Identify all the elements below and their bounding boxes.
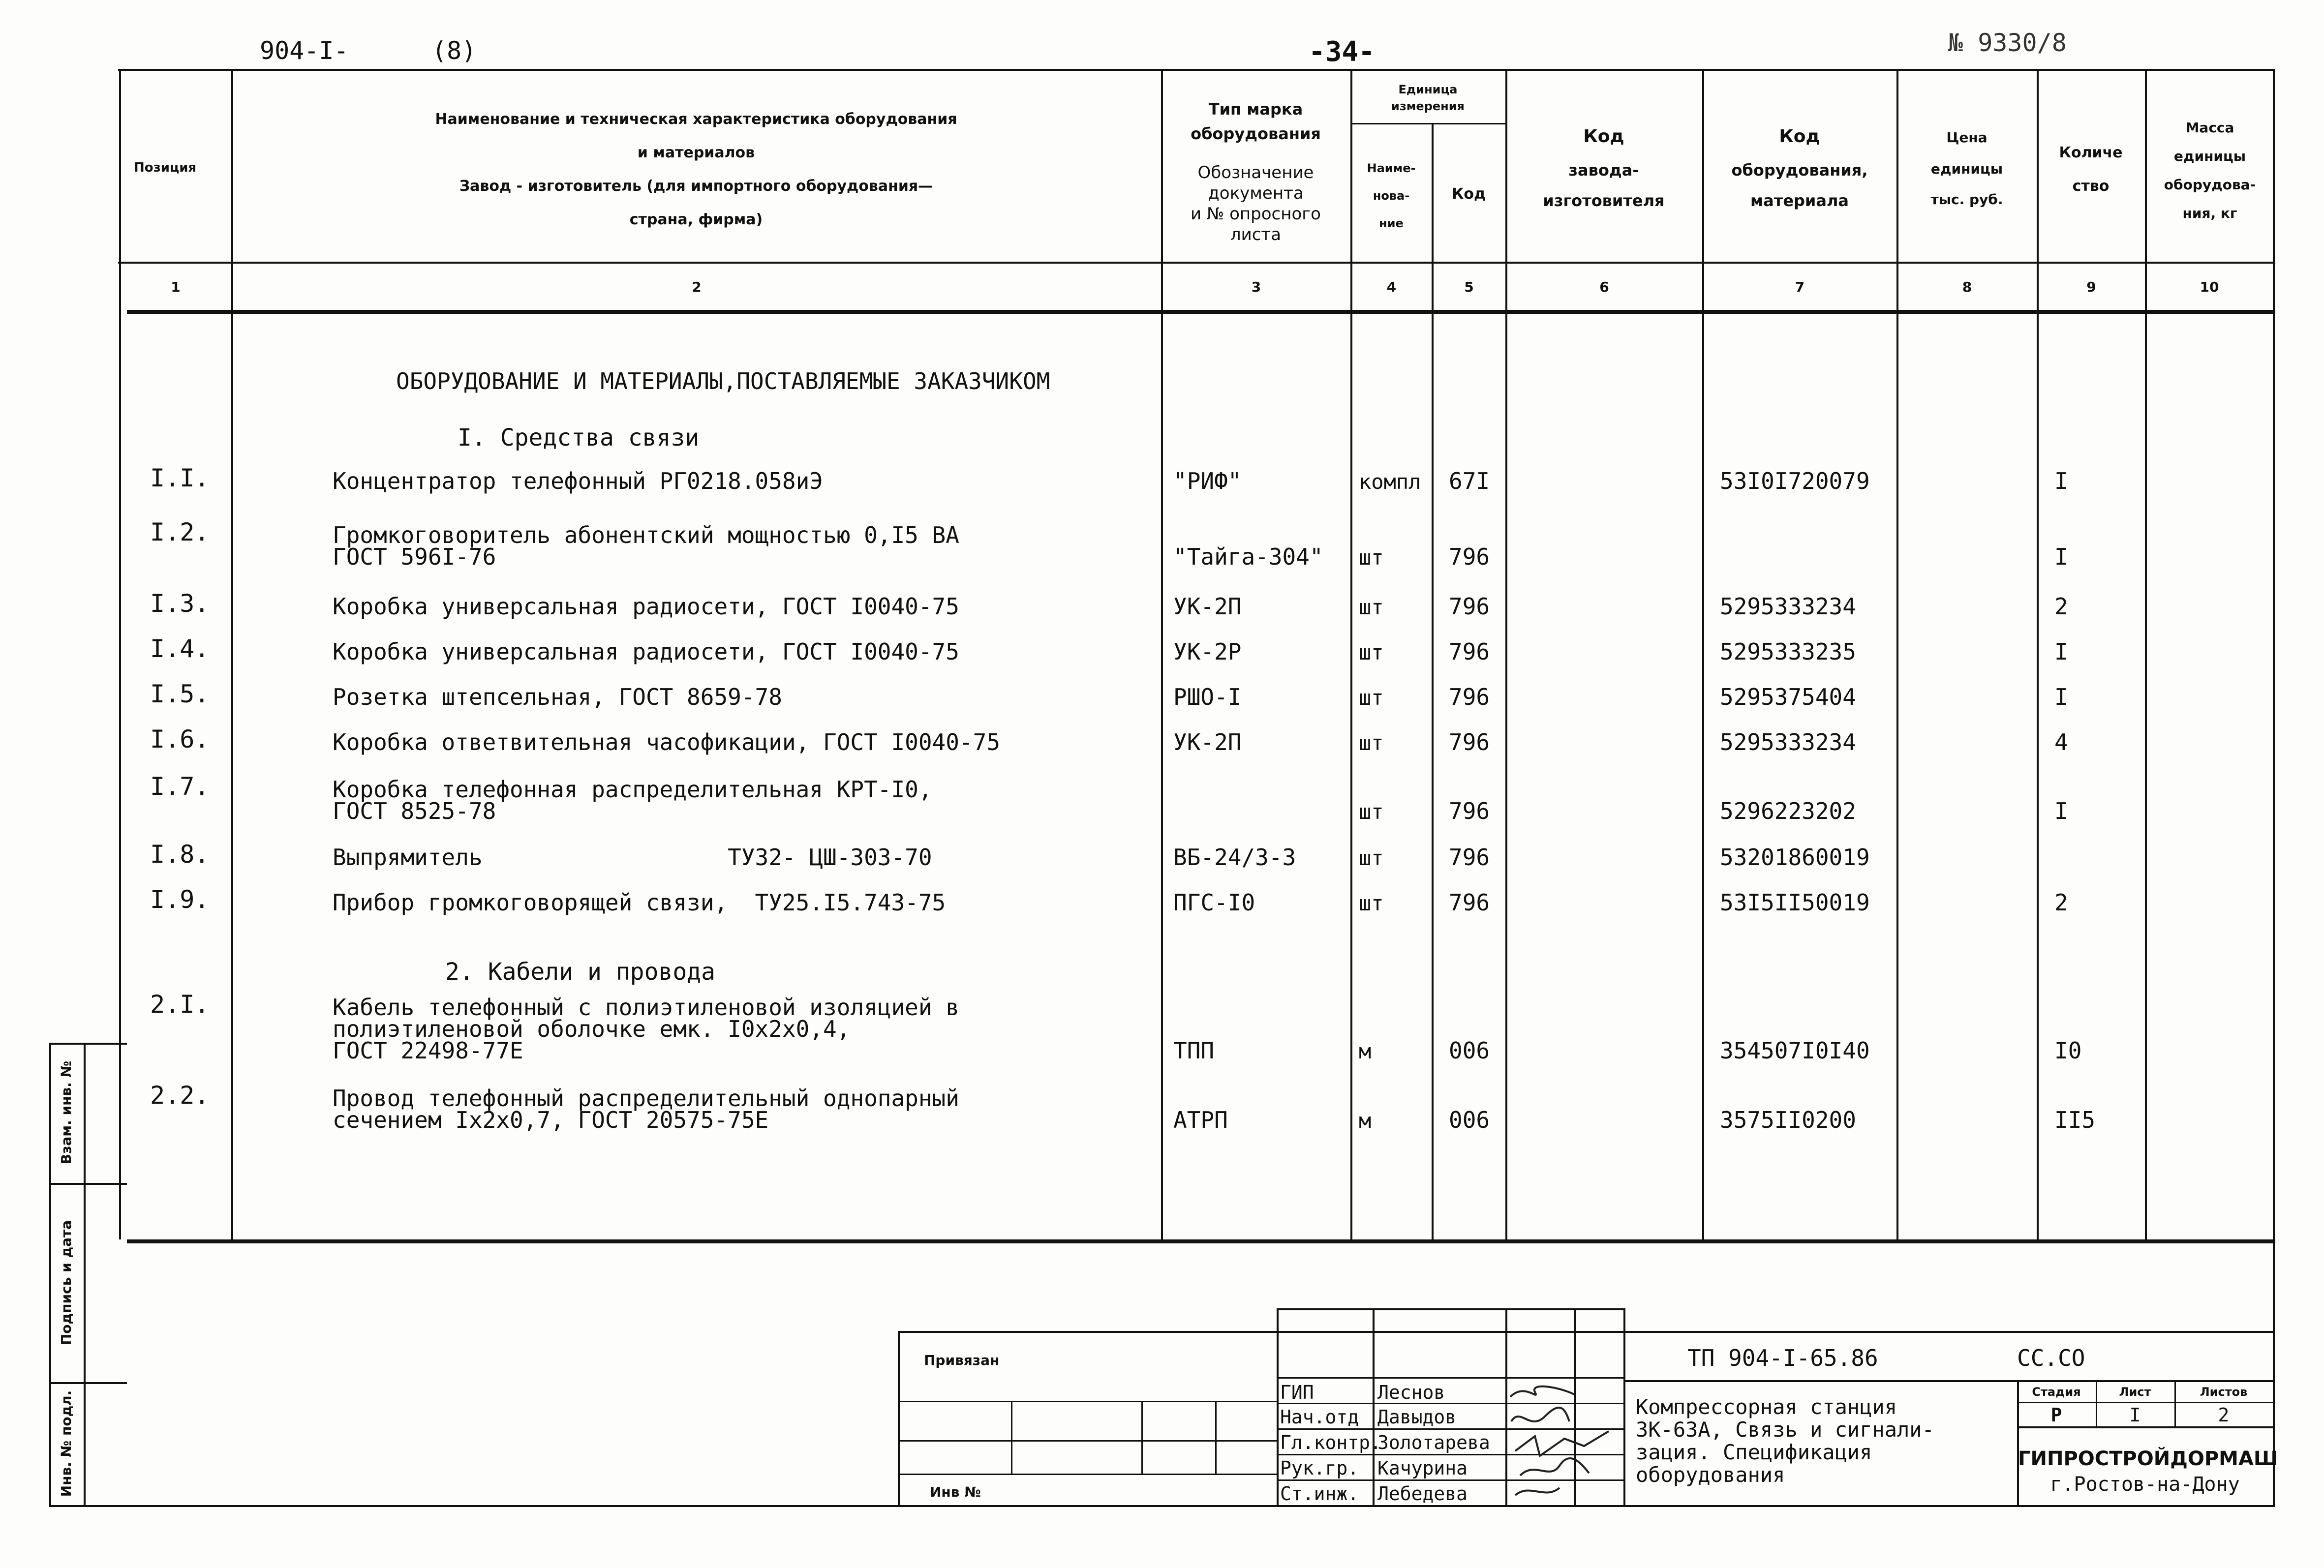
sheets-value: 2	[2218, 1404, 2230, 1426]
row-name: Кабель телефонный с полиэтиленовой изоляцией в	[333, 994, 959, 1021]
frame-right	[2273, 69, 2275, 1505]
row-unit: шт	[1359, 846, 1384, 870]
row-unit-code: 006	[1449, 1107, 1490, 1133]
row-position: I.8.	[150, 840, 210, 869]
stamp-line-2	[49, 1183, 127, 1185]
row-position: I.6.	[150, 725, 210, 754]
row-name: ГОСТ 596I-76	[333, 543, 496, 570]
staff-role: ГИП	[1280, 1382, 1314, 1403]
header-bottom	[127, 310, 2275, 314]
doc-code: ТП 904-I-65.86	[1687, 1345, 1878, 1371]
row-name: сечением Iх2х0,7, ГОСТ 20575-75Е	[333, 1107, 769, 1133]
staff-name: Лебедева	[1377, 1483, 1468, 1505]
col-price-header-2: единицы	[1930, 161, 2003, 177]
staff-role: Гл.контр.	[1280, 1432, 1381, 1453]
row-type: РШО-I	[1173, 684, 1242, 710]
table-bottom	[127, 1239, 2275, 1243]
col-doc-header-3: и № опросного	[1191, 204, 1321, 224]
row-position: I.3.	[150, 589, 210, 618]
row-position: I.I.	[150, 464, 210, 492]
col-mass-header-1: Масса	[2185, 120, 2234, 136]
col-number-5: 5	[1464, 279, 1474, 295]
row-unit-code: 796	[1449, 684, 1490, 710]
unit-group-header-2: измерения	[1391, 99, 1465, 113]
row-equipment-code: 5296223202	[1720, 798, 1856, 824]
sheets-label: Листов	[2200, 1385, 2248, 1399]
row-type: УК-2П	[1173, 593, 1242, 620]
col-doc-header-4: листа	[1230, 225, 1282, 244]
row-position: I.7.	[150, 772, 210, 801]
row-equipment-code: 5295333235	[1720, 638, 1856, 665]
col-price-header-3: тыс. руб.	[1930, 191, 2003, 208]
col-number-1: 1	[171, 279, 181, 295]
row-quantity: 2	[2054, 593, 2068, 620]
row-quantity: I	[2054, 468, 2068, 494]
staff-role: Нач.отд	[1280, 1406, 1359, 1428]
staff-name: Леснов	[1377, 1382, 1445, 1403]
row-type: УК-2Р	[1173, 638, 1242, 665]
row-type: АТРП	[1173, 1107, 1228, 1133]
col-number-7: 7	[1795, 279, 1805, 295]
row-unit: шт	[1359, 686, 1384, 710]
col-type-header-1: Тип марка	[1208, 100, 1303, 119]
row-type: ПГС-I0	[1173, 889, 1255, 916]
priv-line-1	[898, 1401, 1277, 1402]
row-unit: шт	[1359, 731, 1384, 755]
row-unit: шт	[1359, 595, 1384, 619]
description-line-1: Компрессорная станция	[1636, 1395, 1897, 1419]
row-name: Громкоговоритель абонентский мощностью 0,I5 ВА	[333, 522, 959, 548]
row-equipment-code: 5295333234	[1720, 593, 1856, 620]
col-number-3: 3	[1251, 279, 1261, 295]
row-position: I.9.	[150, 885, 210, 914]
staff-role: Ст.инж.	[1280, 1483, 1359, 1505]
stamp-right-line	[84, 1043, 86, 1505]
row-position: 2.I.	[150, 990, 210, 1019]
col-number-8: 8	[1962, 279, 1972, 295]
row-name: ГОСТ 22498-77Е	[333, 1037, 523, 1064]
row-unit: м	[1359, 1109, 1372, 1133]
row-name: Провод телефонный распределительный однопарный	[333, 1085, 959, 1112]
row-unit-code: 67I	[1449, 468, 1490, 494]
row-equipment-code: 53201860019	[1720, 844, 1870, 871]
col-position-header: Позиция	[134, 160, 197, 175]
row-position: I.4.	[150, 634, 210, 663]
row-unit-code: 796	[1449, 798, 1490, 824]
row-unit-code: 006	[1449, 1037, 1490, 1064]
col-sep-6	[1702, 69, 1704, 1242]
row-unit-code: 796	[1449, 844, 1490, 871]
col-number-2: 2	[692, 279, 702, 295]
row-unit-code: 796	[1449, 593, 1490, 620]
col-unit-code-header: Код	[1451, 185, 1486, 203]
row-name: Концентратор телефонный РГ0218.058иЭ	[333, 468, 823, 494]
row-type: УК-2П	[1173, 729, 1242, 755]
row-quantity: I	[2054, 684, 2068, 710]
col-qty-header-2: ство	[2072, 178, 2110, 195]
col-unit-name-header-1: Наиме-	[1367, 161, 1416, 175]
col-maker-code-header-2: завода-	[1568, 161, 1639, 180]
row-name: Коробка телефонная распределительная КРТ-I0,	[333, 776, 932, 803]
row-name: Коробка универсальная радиосети, ГОСТ I0040-75	[333, 638, 959, 665]
row-name: Розетка штепсельная, ГОСТ 8659-78	[333, 684, 782, 710]
col-qty-header-1: Количе	[2059, 144, 2123, 161]
row-position: 2.2.	[150, 1081, 210, 1110]
inv-no-label: Инв №	[930, 1484, 981, 1500]
row-quantity: 4	[2054, 729, 2068, 755]
stamp-signature-date: Подпись и дата	[58, 1220, 74, 1346]
row-equipment-code: 354507I0I40	[1720, 1037, 1870, 1064]
privyazan-label: Привязан	[924, 1352, 1000, 1368]
sheet-value: I	[2129, 1404, 2141, 1426]
row-equipment-code: 3575II0200	[1720, 1107, 1856, 1133]
row-unit-code: 796	[1449, 638, 1490, 665]
row-type: "Тайга-304"	[1173, 543, 1323, 570]
staff-name: Давыдов	[1377, 1406, 1457, 1428]
signatures-image	[1505, 1377, 1623, 1503]
section-title-1: I. Средства связи	[458, 424, 700, 452]
tb-left	[898, 1331, 900, 1505]
sheet-label: Лист	[2119, 1385, 2151, 1399]
row-equipment-code: 53I0I720079	[1720, 468, 1870, 494]
stamp-vzam-inv: Взам. инв. №	[58, 1060, 74, 1165]
staff-name: Золотарева	[1377, 1432, 1490, 1453]
description-line-2: 3К-63А, Связь и сигнали-	[1636, 1417, 1934, 1442]
row-quantity: II5	[2054, 1107, 2096, 1133]
tb-date-sep	[1623, 1308, 1625, 1505]
description-line-4: оборудования	[1636, 1463, 1785, 1487]
row-unit: м	[1359, 1039, 1372, 1063]
col-unit-name-header-2: нова-	[1373, 189, 1410, 203]
row-type: ВБ-24/3-3	[1173, 844, 1296, 871]
row-name: Коробка универсальная радиосети, ГОСТ I0040-75	[333, 593, 959, 620]
unit-group-divider	[1350, 123, 1505, 124]
row-unit: шт	[1359, 545, 1384, 570]
doc-mark: СС.СО	[2017, 1345, 2085, 1371]
row-name: ГОСТ 8525-78	[333, 798, 496, 824]
tb-roles-left	[1277, 1308, 1279, 1505]
stamp-line-3	[49, 1382, 127, 1384]
row-name: Выпрямитель ТУ32- ЦШ-303-70	[333, 844, 932, 871]
row-unit: шт	[1359, 891, 1384, 915]
description-line-3: зация. Спецификация	[1636, 1440, 1872, 1464]
header-divider	[118, 262, 2275, 264]
row-name: полиэтиленовой оболочке емк. I0х2х0,4,	[333, 1016, 851, 1042]
unit-group-header-1: Единица	[1398, 83, 1458, 96]
col-price-header-1: Цена	[1946, 129, 1988, 146]
stage-label: Стадия	[2032, 1385, 2081, 1399]
staff-role: Рук.гр.	[1280, 1457, 1359, 1479]
row-type: ТПП	[1173, 1037, 1215, 1064]
priv-line-2	[898, 1440, 1277, 1442]
row-quantity: 2	[2054, 889, 2068, 916]
frame-top	[118, 69, 2275, 71]
tb-stage-header-line	[2017, 1402, 2273, 1403]
col-sep-5	[1505, 69, 1507, 1242]
col-number-9: 9	[2086, 279, 2096, 295]
row-position: I.5.	[150, 680, 210, 708]
frame-left	[119, 69, 121, 1239]
col-doc-header-1: Обозначение	[1197, 163, 1314, 182]
row-quantity: I0	[2054, 1037, 2082, 1064]
series-number: 904-I-	[260, 36, 349, 65]
priv-vline-1	[1011, 1401, 1012, 1474]
col-number-4: 4	[1386, 279, 1397, 295]
col-sep-1	[231, 69, 233, 1242]
stamp-inv-podl: Инв. № подл.	[58, 1390, 74, 1497]
row-position: I.2.	[150, 518, 210, 546]
col-number-6: 6	[1599, 279, 1609, 295]
col-name-header-1: Наименование и техническая характеристика оборудования	[435, 111, 957, 128]
col-type-header-2: оборудования	[1191, 124, 1321, 143]
page-number: -34-	[1309, 36, 1375, 68]
col-name-header-4: страна, фирма)	[629, 211, 763, 228]
organization: ГИПРОСТРОЙДОРМАШ	[2018, 1447, 2278, 1470]
col-unit-name-header-3: ние	[1379, 216, 1404, 230]
row-equipment-code: 5295375404	[1720, 684, 1856, 710]
tb-roles-sep	[1373, 1308, 1375, 1505]
row-unit: компл	[1359, 470, 1421, 494]
row-unit: шт	[1359, 800, 1384, 824]
stamp-line-4	[49, 1505, 127, 1507]
part-number: (8)	[432, 36, 477, 65]
stage-value: Р	[2050, 1404, 2062, 1426]
col-name-header-3: Завод - изготовитель (для импортного оборудования—	[459, 178, 933, 195]
row-quantity: I	[2054, 638, 2068, 665]
row-unit-code: 796	[1449, 889, 1490, 916]
frame-bottom	[127, 1505, 2275, 1507]
stamp-left-line	[49, 1043, 51, 1505]
city: г.Ростов-на-Дону	[2050, 1473, 2240, 1496]
row-type: "РИФ"	[1173, 468, 1242, 494]
priv-line-3	[898, 1474, 1277, 1475]
priv-vline-2	[1141, 1401, 1143, 1474]
row-equipment-code: 5295333234	[1720, 729, 1856, 755]
row-name: Коробка ответвительная часофикации, ГОСТ I0040-75	[333, 729, 1001, 755]
col-sep-7	[1896, 69, 1898, 1242]
priv-vline-3	[1215, 1401, 1217, 1474]
col-sep-9	[2145, 69, 2147, 1242]
row-name: Прибор громкоговорящей связи, ТУ25.I5.743-75	[333, 889, 946, 916]
col-doc-header-2: документа	[1208, 183, 1304, 203]
archive-number: № 9330/8	[1948, 29, 2067, 57]
col-sep-2	[1161, 69, 1163, 1242]
row-quantity: I	[2054, 798, 2068, 824]
col-number-10: 10	[2200, 279, 2219, 295]
row-equipment-code: 53I5II50019	[1720, 889, 1870, 916]
col-name-header-2: и материалов	[637, 144, 755, 161]
row-quantity: I	[2054, 543, 2068, 570]
col-equip-code-header-1: Код	[1779, 126, 1820, 147]
col-mass-header-2: единицы	[2173, 148, 2246, 164]
section-title-2: 2. Кабели и провода	[445, 958, 716, 986]
staff-name: Качурина	[1377, 1457, 1468, 1479]
tb-roles-top	[1277, 1308, 1623, 1310]
col-equip-code-header-2: оборудования,	[1731, 161, 1868, 180]
tb-stage-value-line	[2017, 1426, 2273, 1428]
col-maker-code-header-1: Код	[1583, 126, 1624, 147]
tb-top	[898, 1331, 2273, 1333]
row-unit: шт	[1359, 640, 1384, 664]
col-mass-header-3: оборудова-	[2164, 177, 2256, 193]
col-equip-code-header-3: материала	[1750, 191, 1849, 210]
row-unit-code: 796	[1449, 729, 1490, 755]
col-maker-code-header-3: изготовителя	[1543, 191, 1665, 210]
main-title: ОБОРУДОВАНИЕ И МАТЕРИАЛЫ,ПОСТАВЛЯЕМЫЕ ЗАКАЗЧИКОМ	[396, 368, 1050, 394]
col-mass-header-4: ния, кг	[2182, 205, 2237, 221]
col-sep-8	[2037, 69, 2039, 1242]
stamp-line-1	[49, 1043, 127, 1045]
row-unit-code: 796	[1449, 543, 1490, 570]
col-sep-3	[1350, 69, 1352, 1242]
